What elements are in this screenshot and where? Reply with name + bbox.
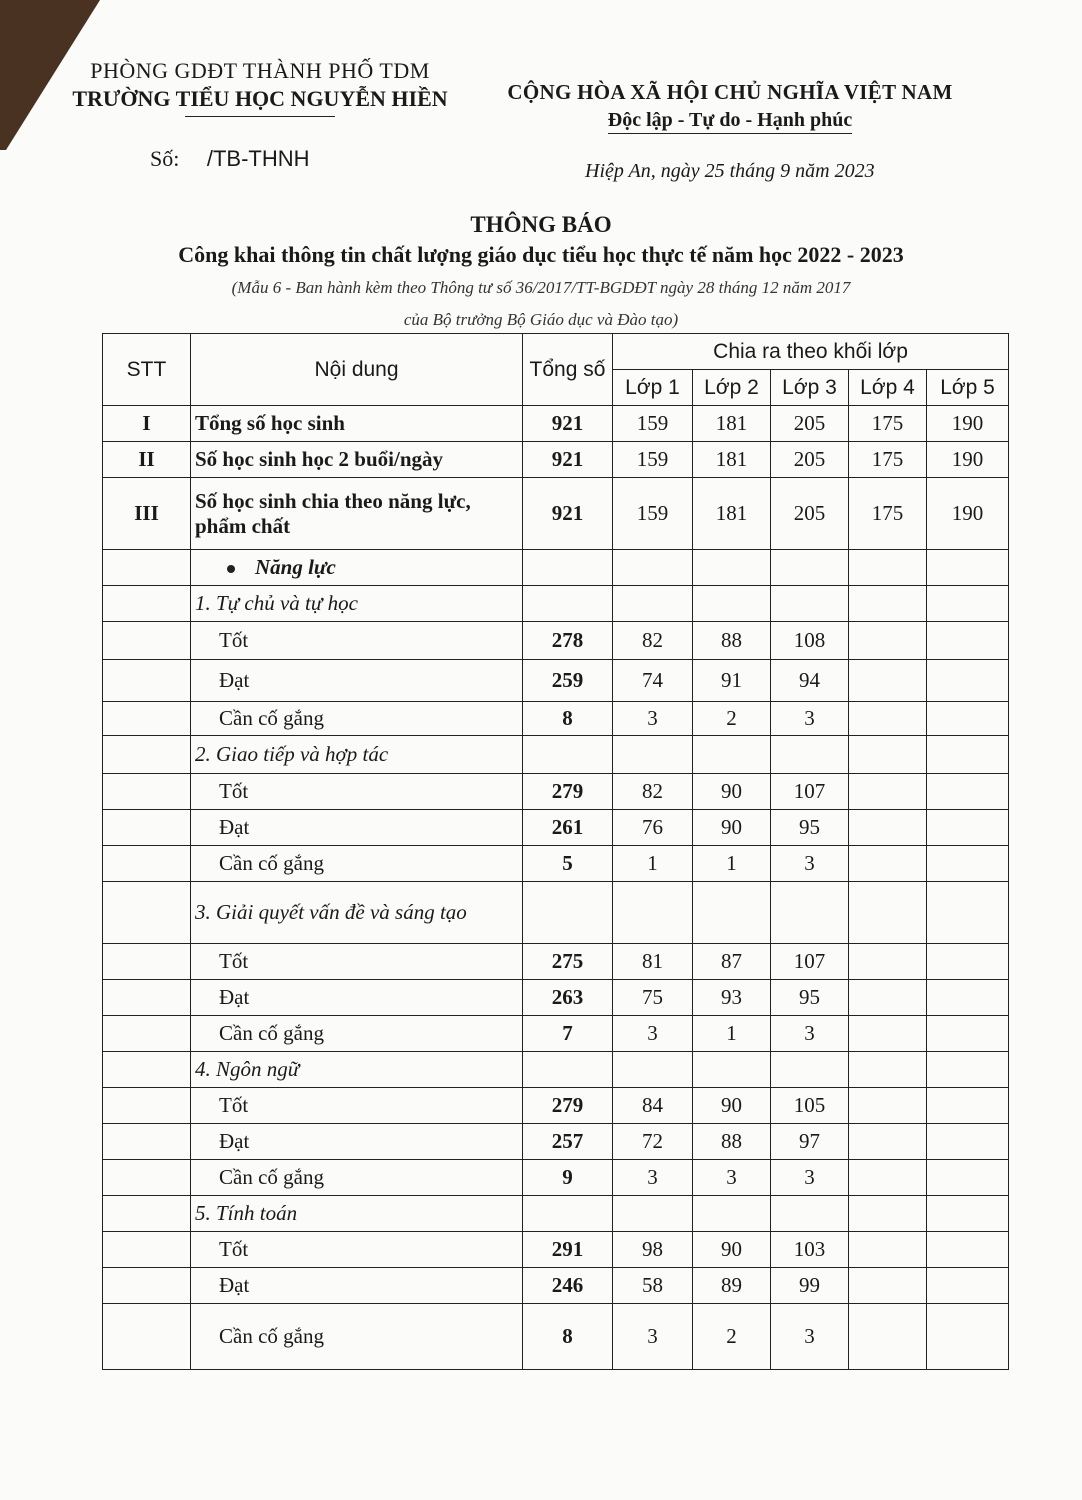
row-grade-value bbox=[927, 1268, 1009, 1304]
row-grade-value: 89 bbox=[693, 1268, 771, 1304]
row-total: 259 bbox=[523, 660, 613, 702]
national-motto: Độc lập - Tự do - Hạnh phúc bbox=[608, 109, 852, 134]
header-grade: Lớp 2 bbox=[693, 370, 771, 406]
row-stt bbox=[103, 882, 191, 944]
row-grade-value bbox=[927, 622, 1009, 660]
row-total: 921 bbox=[523, 406, 613, 442]
table-body bbox=[103, 406, 1009, 1370]
document-number-suffix: /TB-THNH bbox=[206, 146, 310, 171]
table-row bbox=[103, 442, 1009, 478]
row-grade-value: 159 bbox=[613, 478, 693, 550]
row-label: 2. Giao tiếp và hợp tác bbox=[191, 736, 523, 774]
row-grade-value bbox=[927, 882, 1009, 944]
row-grade-value: 3 bbox=[771, 1160, 849, 1196]
document-number-label: Số: bbox=[150, 146, 180, 171]
row-grade-value: 108 bbox=[771, 622, 849, 660]
table-row bbox=[103, 810, 1009, 846]
row-label: Tốt bbox=[191, 774, 523, 810]
row-total: 5 bbox=[523, 846, 613, 882]
row-total: 279 bbox=[523, 1088, 613, 1124]
row-grade-value bbox=[849, 1160, 927, 1196]
row-grade-value bbox=[849, 810, 927, 846]
row-grade-value: 205 bbox=[771, 478, 849, 550]
row-total: 275 bbox=[523, 944, 613, 980]
row-label: Cần cố gắng bbox=[191, 846, 523, 882]
row-grade-value: 2 bbox=[693, 1304, 771, 1370]
row-grade-value: 98 bbox=[613, 1232, 693, 1268]
row-stt: III bbox=[103, 478, 191, 550]
row-grade-value bbox=[771, 1052, 849, 1088]
row-grade-value bbox=[927, 846, 1009, 882]
row-grade-value bbox=[927, 1196, 1009, 1232]
row-grade-value bbox=[927, 736, 1009, 774]
row-stt bbox=[103, 810, 191, 846]
row-grade-value: 175 bbox=[849, 442, 927, 478]
table-row bbox=[103, 980, 1009, 1016]
row-grade-value bbox=[927, 1088, 1009, 1124]
row-grade-value: 3 bbox=[771, 1304, 849, 1370]
row-grade-value bbox=[613, 736, 693, 774]
table-row bbox=[103, 736, 1009, 774]
table-row bbox=[103, 1160, 1009, 1196]
row-label: 5. Tính toán bbox=[191, 1196, 523, 1232]
row-grade-value bbox=[927, 586, 1009, 622]
row-grade-value bbox=[849, 1232, 927, 1268]
row-label: Cần cố gắng bbox=[191, 1160, 523, 1196]
row-grade-value: 1 bbox=[693, 1016, 771, 1052]
row-grade-value: 76 bbox=[613, 810, 693, 846]
row-label: Năng lực bbox=[255, 555, 336, 579]
row-grade-value bbox=[849, 980, 927, 1016]
row-grade-value bbox=[849, 1016, 927, 1052]
row-label: Tốt bbox=[191, 622, 523, 660]
table-row bbox=[103, 1268, 1009, 1304]
row-total: 7 bbox=[523, 1016, 613, 1052]
row-grade-value: 93 bbox=[693, 980, 771, 1016]
row-grade-value bbox=[927, 1016, 1009, 1052]
table-row bbox=[103, 660, 1009, 702]
row-grade-value bbox=[849, 1196, 927, 1232]
row-stt bbox=[103, 1196, 191, 1232]
header-grade: Lớp 4 bbox=[849, 370, 927, 406]
row-total: 9 bbox=[523, 1160, 613, 1196]
row-grade-value bbox=[693, 1052, 771, 1088]
row-total: 921 bbox=[523, 478, 613, 550]
table-row bbox=[103, 1016, 1009, 1052]
row-stt: II bbox=[103, 442, 191, 478]
table-row bbox=[103, 1304, 1009, 1370]
row-stt bbox=[103, 980, 191, 1016]
row-total bbox=[523, 550, 613, 586]
row-grade-value: 3 bbox=[771, 1016, 849, 1052]
row-grade-value: 81 bbox=[613, 944, 693, 980]
row-grade-value: 105 bbox=[771, 1088, 849, 1124]
row-grade-value bbox=[927, 980, 1009, 1016]
row-grade-value: 190 bbox=[927, 478, 1009, 550]
row-label: 4. Ngôn ngữ bbox=[191, 1052, 523, 1088]
table-row bbox=[103, 1052, 1009, 1088]
row-stt bbox=[103, 1232, 191, 1268]
header-grade-group: Chia ra theo khối lớp bbox=[613, 334, 1009, 370]
row-grade-value bbox=[927, 774, 1009, 810]
row-grade-value bbox=[849, 1268, 927, 1304]
row-stt bbox=[103, 1304, 191, 1370]
row-stt bbox=[103, 774, 191, 810]
row-label: Đạt bbox=[191, 980, 523, 1016]
row-grade-value bbox=[771, 1196, 849, 1232]
row-grade-value bbox=[927, 702, 1009, 736]
row-label: Cần cố gắng bbox=[191, 1016, 523, 1052]
row-grade-value: 2 bbox=[693, 702, 771, 736]
row-grade-value: 3 bbox=[613, 1016, 693, 1052]
header-grade: Lớp 3 bbox=[771, 370, 849, 406]
row-grade-value: 87 bbox=[693, 944, 771, 980]
table-row bbox=[103, 1124, 1009, 1160]
issuer-block bbox=[40, 58, 480, 117]
row-grade-value: 90 bbox=[693, 774, 771, 810]
legal-note-line1: (Mẫu 6 - Ban hành kèm theo Thông tư số 36/2017/TT-BGDĐT ngày 28 tháng 12 năm 2017 bbox=[231, 278, 851, 297]
row-grade-value: 82 bbox=[613, 622, 693, 660]
row-label: Tốt bbox=[191, 1232, 523, 1268]
row-grade-value: 74 bbox=[613, 660, 693, 702]
row-grade-value bbox=[927, 660, 1009, 702]
row-label: Đạt bbox=[191, 810, 523, 846]
row-grade-value bbox=[849, 736, 927, 774]
row-grade-value bbox=[613, 1052, 693, 1088]
row-grade-value: 94 bbox=[771, 660, 849, 702]
row-grade-value: 3 bbox=[771, 846, 849, 882]
row-grade-value bbox=[927, 1160, 1009, 1196]
row-grade-value bbox=[849, 882, 927, 944]
table-row bbox=[103, 882, 1009, 944]
row-grade-value: 90 bbox=[693, 1088, 771, 1124]
header-grade: Lớp 1 bbox=[613, 370, 693, 406]
row-total bbox=[523, 1052, 613, 1088]
row-grade-value bbox=[927, 1304, 1009, 1370]
document-title: THÔNG BÁO bbox=[470, 212, 612, 237]
row-grade-value: 3 bbox=[693, 1160, 771, 1196]
row-grade-value bbox=[927, 810, 1009, 846]
row-grade-value bbox=[771, 736, 849, 774]
row-grade-value: 1 bbox=[693, 846, 771, 882]
row-grade-value bbox=[693, 550, 771, 586]
row-grade-value bbox=[927, 1124, 1009, 1160]
row-stt bbox=[103, 586, 191, 622]
table-row bbox=[103, 406, 1009, 442]
row-grade-value: 88 bbox=[693, 1124, 771, 1160]
bullet-icon bbox=[227, 565, 235, 573]
row-grade-value bbox=[849, 846, 927, 882]
row-grade-value: 84 bbox=[613, 1088, 693, 1124]
row-total: 291 bbox=[523, 1232, 613, 1268]
row-grade-value bbox=[927, 1232, 1009, 1268]
row-section-bullet bbox=[191, 550, 523, 586]
row-grade-value: 97 bbox=[771, 1124, 849, 1160]
quality-table bbox=[102, 333, 1009, 1370]
row-label: Số học sinh chia theo năng lực, phẩm chất bbox=[191, 478, 523, 550]
row-grade-value bbox=[849, 1124, 927, 1160]
header-total: Tổng số bbox=[523, 334, 613, 406]
row-grade-value: 3 bbox=[613, 1304, 693, 1370]
row-total: 246 bbox=[523, 1268, 613, 1304]
table-row bbox=[103, 622, 1009, 660]
row-grade-value: 181 bbox=[693, 478, 771, 550]
row-stt bbox=[103, 660, 191, 702]
row-total: 279 bbox=[523, 774, 613, 810]
row-total bbox=[523, 586, 613, 622]
legal-note-line2: của Bộ trưởng Bộ Giáo dục và Đào tạo) bbox=[403, 310, 679, 329]
row-grade-value bbox=[849, 944, 927, 980]
row-label: Cần cố gắng bbox=[191, 702, 523, 736]
school-name: TRƯỜNG TIỂU HỌC NGUYỄN HIỀN bbox=[72, 86, 448, 111]
table-row bbox=[103, 944, 1009, 980]
row-grade-value: 190 bbox=[927, 442, 1009, 478]
row-stt bbox=[103, 846, 191, 882]
row-grade-value: 107 bbox=[771, 944, 849, 980]
row-label: Đạt bbox=[191, 1268, 523, 1304]
row-grade-value: 72 bbox=[613, 1124, 693, 1160]
row-total: 261 bbox=[523, 810, 613, 846]
row-grade-value: 159 bbox=[613, 442, 693, 478]
header-grade: Lớp 5 bbox=[927, 370, 1009, 406]
row-total: 921 bbox=[523, 442, 613, 478]
row-grade-value bbox=[849, 1304, 927, 1370]
table-row bbox=[103, 1232, 1009, 1268]
row-stt bbox=[103, 622, 191, 660]
row-grade-value bbox=[849, 660, 927, 702]
row-grade-value: 58 bbox=[613, 1268, 693, 1304]
document-number bbox=[150, 146, 310, 172]
row-grade-value bbox=[771, 586, 849, 622]
row-stt bbox=[103, 1124, 191, 1160]
row-grade-value: 205 bbox=[771, 406, 849, 442]
row-label: 3. Giải quyết vấn đề và sáng tạo bbox=[191, 882, 523, 944]
row-grade-value: 75 bbox=[613, 980, 693, 1016]
row-label: Tổng số học sinh bbox=[191, 406, 523, 442]
row-stt bbox=[103, 1268, 191, 1304]
row-grade-value: 159 bbox=[613, 406, 693, 442]
row-grade-value: 95 bbox=[771, 810, 849, 846]
row-grade-value bbox=[771, 882, 849, 944]
row-grade-value bbox=[849, 622, 927, 660]
row-label: Tốt bbox=[191, 944, 523, 980]
row-grade-value bbox=[613, 1196, 693, 1232]
nation-name: CỘNG HÒA XÃ HỘI CHỦ NGHĨA VIỆT NAM bbox=[507, 80, 953, 104]
row-grade-value bbox=[927, 944, 1009, 980]
row-grade-value: 175 bbox=[849, 478, 927, 550]
row-total: 278 bbox=[523, 622, 613, 660]
row-grade-value: 90 bbox=[693, 1232, 771, 1268]
table-row bbox=[103, 1088, 1009, 1124]
row-stt bbox=[103, 702, 191, 736]
row-grade-value bbox=[927, 550, 1009, 586]
row-grade-value bbox=[693, 882, 771, 944]
row-stt bbox=[103, 1016, 191, 1052]
row-label: Cần cố gắng bbox=[191, 1304, 523, 1370]
document-subtitle: Công khai thông tin chất lượng giáo dục tiểu học thực tế năm học 2022 - 2023 bbox=[178, 242, 904, 267]
row-label: Đạt bbox=[191, 660, 523, 702]
row-grade-value: 1 bbox=[613, 846, 693, 882]
table-row bbox=[103, 586, 1009, 622]
table-row bbox=[103, 1196, 1009, 1232]
national-heading bbox=[480, 80, 980, 134]
table-row bbox=[103, 846, 1009, 882]
row-grade-value: 95 bbox=[771, 980, 849, 1016]
school-underline bbox=[185, 116, 335, 117]
row-label: Đạt bbox=[191, 1124, 523, 1160]
table-row bbox=[103, 774, 1009, 810]
row-grade-value: 190 bbox=[927, 406, 1009, 442]
table-row bbox=[103, 550, 1009, 586]
row-grade-value bbox=[613, 882, 693, 944]
row-stt bbox=[103, 944, 191, 980]
row-stt bbox=[103, 736, 191, 774]
row-total bbox=[523, 736, 613, 774]
row-grade-value: 99 bbox=[771, 1268, 849, 1304]
row-total bbox=[523, 1196, 613, 1232]
row-label: 1. Tự chủ và tự học bbox=[191, 586, 523, 622]
row-grade-value: 88 bbox=[693, 622, 771, 660]
row-grade-value: 205 bbox=[771, 442, 849, 478]
row-grade-value bbox=[849, 586, 927, 622]
row-grade-value bbox=[613, 586, 693, 622]
row-grade-value: 181 bbox=[693, 442, 771, 478]
row-grade-value: 181 bbox=[693, 406, 771, 442]
row-grade-value: 175 bbox=[849, 406, 927, 442]
department-name: PHÒNG GDĐT THÀNH PHỐ TDM bbox=[90, 58, 430, 83]
row-grade-value: 90 bbox=[693, 810, 771, 846]
row-total: 257 bbox=[523, 1124, 613, 1160]
table-row bbox=[103, 478, 1009, 550]
row-total: 8 bbox=[523, 702, 613, 736]
row-stt bbox=[103, 1088, 191, 1124]
row-grade-value bbox=[771, 550, 849, 586]
place-date: Hiệp An, ngày 25 tháng 9 năm 2023 bbox=[585, 160, 875, 182]
row-grade-value: 3 bbox=[613, 702, 693, 736]
row-label: Số học sinh học 2 buổi/ngày bbox=[191, 442, 523, 478]
header-content: Nội dung bbox=[191, 334, 523, 406]
row-grade-value bbox=[849, 550, 927, 586]
row-grade-value bbox=[849, 774, 927, 810]
row-stt bbox=[103, 1052, 191, 1088]
row-grade-value bbox=[849, 1088, 927, 1124]
header-stt: STT bbox=[103, 334, 191, 406]
row-stt bbox=[103, 1160, 191, 1196]
row-grade-value: 82 bbox=[613, 774, 693, 810]
row-grade-value bbox=[693, 736, 771, 774]
row-grade-value: 91 bbox=[693, 660, 771, 702]
row-grade-value: 103 bbox=[771, 1232, 849, 1268]
row-grade-value bbox=[693, 1196, 771, 1232]
row-total: 263 bbox=[523, 980, 613, 1016]
row-stt: I bbox=[103, 406, 191, 442]
row-stt bbox=[103, 550, 191, 586]
row-grade-value bbox=[927, 1052, 1009, 1088]
table-row bbox=[103, 702, 1009, 736]
row-grade-value bbox=[693, 586, 771, 622]
row-grade-value bbox=[849, 702, 927, 736]
row-label: Tốt bbox=[191, 1088, 523, 1124]
row-grade-value: 3 bbox=[771, 702, 849, 736]
row-grade-value: 107 bbox=[771, 774, 849, 810]
row-grade-value: 3 bbox=[613, 1160, 693, 1196]
row-total bbox=[523, 882, 613, 944]
row-grade-value bbox=[613, 550, 693, 586]
row-grade-value bbox=[849, 1052, 927, 1088]
row-total: 8 bbox=[523, 1304, 613, 1370]
